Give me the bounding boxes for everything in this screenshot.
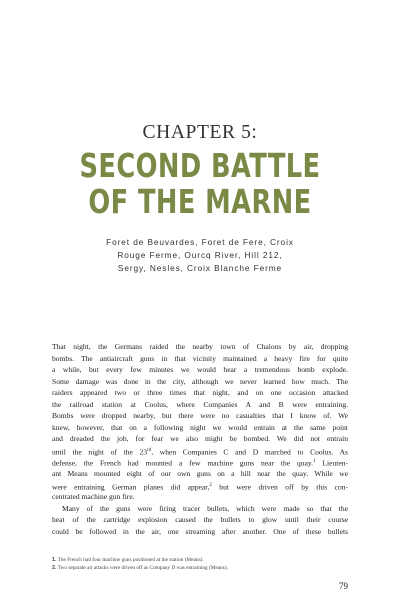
body-line: raiders appeared two or three times that night, and on one occasion attacked <box>52 388 348 398</box>
body-line: defense, the French had mounted a few machine guns near the quay.$^1$ Lieuten- <box>52 458 348 468</box>
footnote-number: 1. <box>52 557 57 563</box>
footnote-text: The French had four machine guns positioned at the station (Means). <box>57 557 204 563</box>
body-line: heat of the cartridge explosion caused the bullets to glow until their course <box>52 515 348 525</box>
footnote <box>52 556 348 564</box>
body-line: until the night of the 23rd, when Companies C and D marched to Coolus. As <box>52 447 348 457</box>
chapter-title-line: SECOND BATTLE <box>79 146 321 185</box>
body-line: were entraining German planes did appear,$^2$ but were driven off by this con- <box>52 482 348 492</box>
body-text <box>52 341 348 537</box>
body-line: centrated machine gun fire. <box>52 492 135 502</box>
page-number: 79 <box>339 581 348 591</box>
body-line: Bombs were dropped nearby, but there were no casualties that I know of. We <box>52 411 348 421</box>
body-line: Many of the guns were firing tracer bullets, which were made so that the <box>62 503 348 513</box>
body-line: ant Means mounted eight of our own guns on a hill near the quay. While we <box>52 469 348 479</box>
locations-line: Foret de Beuvardes, Foret de Fere, Croix <box>106 237 294 247</box>
body-line: a while, but every few minutes we would hear a tremendous bomb explode. <box>52 365 348 375</box>
body-line: and dreaded the job, for fear we also might be bombed. We did not entrain <box>52 434 348 444</box>
footnote-number: 2. <box>52 565 57 571</box>
body-line: the railroad station at Coolus, where Companies A and B were entraining. <box>52 399 348 409</box>
chapter-label: CHAPTER 5: <box>142 122 258 143</box>
body-line: bombs. The antiaircraft guns in that vicinity maintained a heavy fire for quite <box>52 353 348 363</box>
footnote <box>52 564 348 572</box>
body-line: Some damage was done in the city, although we never learned how much. The <box>52 376 348 386</box>
body-line: knew, however, that on a following night we would entrain at the same point <box>52 422 348 432</box>
footnote-text: Two separate air attacks were driven off as Company D was entraining (Means). <box>57 565 228 571</box>
locations-line: Sergy, Nesles, Croix Blanche Ferme <box>117 263 283 273</box>
chapter-title-line: OF THE MARNE <box>88 182 312 221</box>
locations-line: Rouge Ferme, Ourcq River, Hill 212, <box>117 250 283 260</box>
chapter-title <box>44 148 356 220</box>
body-line: could be followed in the air, one streaming after another. One of these bullets <box>52 526 348 536</box>
body-line: That night, the Germans raided the nearby town of Chalons by air, dropping <box>52 342 348 351</box>
chapter-locations <box>48 236 352 275</box>
footnotes <box>52 556 348 572</box>
